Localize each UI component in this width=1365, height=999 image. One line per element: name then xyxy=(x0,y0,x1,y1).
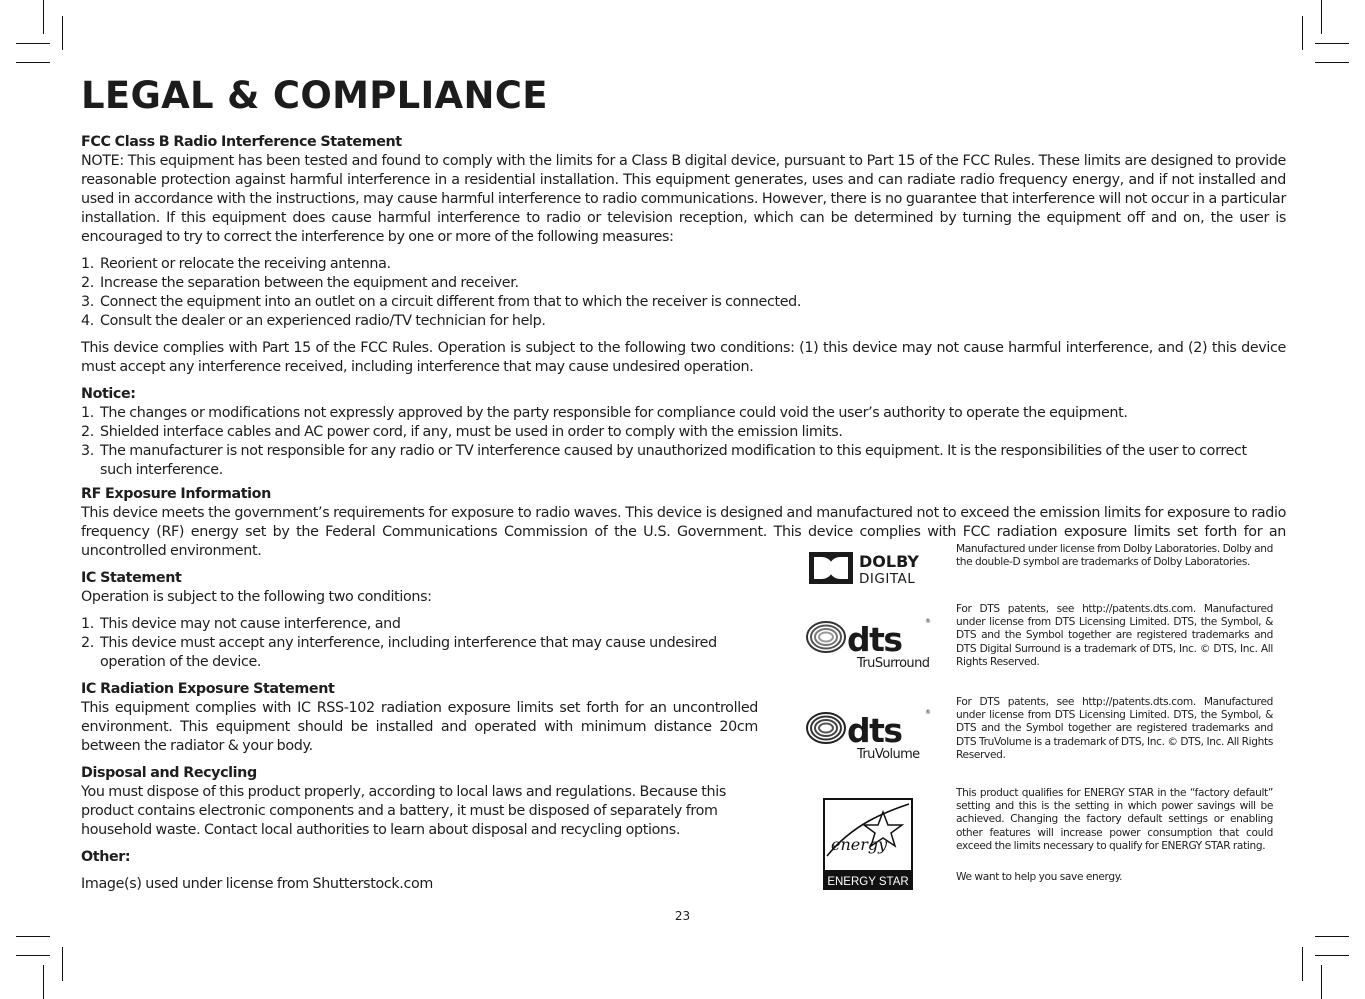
ic-list xyxy=(81,615,758,672)
other-heading: Other: xyxy=(81,849,131,865)
list-item: 1. The changes or modifications not expressly approved by the party responsible for compliance could void the user’s authority to operate the equipment. xyxy=(81,405,1128,421)
list-item: 4. Consult the dealer or an experienced radio/TV technician for help. xyxy=(81,313,546,329)
dolby-double-d-icon xyxy=(809,551,927,585)
dolby-logo xyxy=(800,547,935,589)
crop-mark xyxy=(16,955,50,956)
crop-mark xyxy=(16,43,50,44)
dolby-row xyxy=(800,543,1286,593)
list-item: 3. Connect the equipment into an outlet on a circuit different from that to which the receiver is connected. xyxy=(81,294,802,310)
disposal-text: You must dispose of this product properly, according to local laws and regulations. Because this product contains electronic components and a battery, it must be disposed of separately from household waste. Contact local authorities to learn about disposal and recycling options. xyxy=(81,784,726,838)
crop-mark xyxy=(62,947,63,981)
dts-rings-icon xyxy=(805,613,931,669)
list-item: 3. The manufacturer is not responsible for any radio or TV interference caused by unauthorized modification to this equipment. It is the responsibilities of the user to correct such interference. xyxy=(81,443,1247,478)
list-item: 2. Shielded interface cables and AC power cord, if any, must be used in order to comply with the emission limits. xyxy=(81,424,843,440)
crop-mark xyxy=(1315,955,1349,956)
list-item: 1. This device may not cause interference, and xyxy=(81,616,401,632)
energy-star-text: This product qualifies for ENERGY STAR in the “factory default” setting and this is the setting in which power savings will be achieved. Changing the factory default settings or enabling other features will increase power consumption that could exceed the limits necessary to qualify for ENERGY STAR rating. We want to help you save energy. xyxy=(956,787,1273,884)
ic-intro: Operation is subject to the following two conditions: xyxy=(81,589,432,605)
page-title: LEGAL & COMPLIANCE xyxy=(81,74,548,117)
crop-mark xyxy=(62,16,63,50)
notice-heading: Notice: xyxy=(81,386,136,402)
fcc-compliance: This device complies with Part 15 of the FCC Rules. Operation is subject to the following two conditions: (1) this device may not cause harmful interference, and (2) this device must accept any interference received, including interference that may cause undesired operation. xyxy=(81,340,1286,375)
notice-list xyxy=(81,404,1286,480)
trusurround-word: TruSurround xyxy=(856,656,929,669)
page-number: 23 xyxy=(674,909,691,923)
ic-radiation-text: This equipment complies with IC RSS-102 radiation exposure limits set forth for an uncontrolled environment. This equipment should be installed and operated with minimum distance 20cm between the radiator & your body. xyxy=(81,700,758,754)
fcc-note: NOTE: This equipment has been tested and found to comply with the limits for a Class B digital device, pursuant to Part 15 of the FCC Rules. These limits are designed to provide reasonable protection against harmful interference in a residential installation. This equipment generates, uses and can radiate radio frequency energy, and if not installed and used in accordance with the instructions, may cause harmful interference to radio communications. However, there is no guarantee that interference will not occur in a particular installation. If this equipment does cause harmful interference to radio or television reception, which can be determined by turning the equipment off and on, the user is encouraged to try to correct the interference by one or more of the following measures: xyxy=(81,153,1286,245)
truvolume-word: TruVolume xyxy=(856,747,920,760)
crop-mark xyxy=(1321,965,1322,999)
crop-mark xyxy=(1302,16,1303,50)
dts-rings-icon xyxy=(805,704,931,760)
energy-star-label: ENERGY STAR xyxy=(826,876,909,888)
dts-trusurround-logo xyxy=(800,611,935,671)
energy-star-row xyxy=(800,787,1286,897)
crop-mark xyxy=(43,0,44,34)
crop-mark xyxy=(16,62,50,63)
dolby-text: Manufactured under license from Dolby Laboratories. Dolby and the double-D symbol are trademarks of Dolby Laboratories. xyxy=(956,543,1273,569)
ic-radiation-heading: IC Radiation Exposure Statement xyxy=(81,681,335,697)
disposal-heading: Disposal and Recycling xyxy=(81,765,257,781)
energy-star-icon xyxy=(823,798,913,890)
energy-star-logo xyxy=(800,797,935,891)
ic-heading: IC Statement xyxy=(81,570,182,586)
other-text: Image(s) used under license from Shutterstock.com xyxy=(81,876,433,892)
crop-mark xyxy=(1315,43,1349,44)
fcc-measures-list xyxy=(81,255,1286,331)
dts-word: dts xyxy=(846,711,902,750)
dts-truvolume-row xyxy=(800,696,1286,771)
crop-mark xyxy=(1315,936,1349,937)
crop-mark xyxy=(1315,62,1349,63)
rf-text: This device meets the government’s requirements for exposure to radio waves. This device is designed and manufactured not to exceed the emission limits for exposure to radio frequency (RF) energy set by the Federal Communications Commission of the U.S. Government. This device complies with FCC radiation exposure limits set forth for an uncontrolled environment. xyxy=(81,505,1286,559)
crop-mark xyxy=(16,936,50,937)
crop-mark xyxy=(1321,0,1322,34)
list-item: 2. This device must accept any interference, including interference that may cause undesired operation of the device. xyxy=(81,635,717,670)
rf-heading: RF Exposure Information xyxy=(81,486,271,502)
save-energy-text: We want to help you save energy. xyxy=(956,871,1123,884)
dts-truvolume-logo xyxy=(800,702,935,762)
crop-mark xyxy=(1302,947,1303,981)
energy-script: energy xyxy=(830,835,887,854)
dolby-word: DOLBY xyxy=(858,552,919,571)
dts-trusurround-text: For DTS patents, see http://patents.dts.com. Manufactured under license from DTS Licensing Limited. DTS, the Symbol, & DTS and the Symbol together are registered trademarks and DTS Digital Surround is a trademark of DTS, Inc. © DTS, Inc. All Rights Reserved. xyxy=(956,603,1273,668)
list-item: 2. Increase the separation between the equipment and receiver. xyxy=(81,275,519,291)
list-item: 1. Reorient or relocate the receiving antenna. xyxy=(81,256,391,272)
legal-text-column xyxy=(81,133,1286,894)
dts-word: dts xyxy=(846,620,902,659)
crop-mark xyxy=(43,965,44,999)
registered-mark: ® xyxy=(924,618,931,625)
fcc-heading: FCC Class B Radio Interference Statement xyxy=(81,134,402,150)
dts-truvolume-text: For DTS patents, see http://patents.dts.com. Manufactured under license from DTS Licensing Limited. DTS, the Symbol, & DTS and the Symbol together are registered trademarks and DTS TruVolume is a trademark of DTS, Inc. © DTS, Inc. All Rights Reserved. xyxy=(956,696,1273,761)
dts-trusurround-row xyxy=(800,603,1286,678)
digital-word: DIGITAL xyxy=(858,571,915,585)
registered-mark: ® xyxy=(924,709,931,716)
